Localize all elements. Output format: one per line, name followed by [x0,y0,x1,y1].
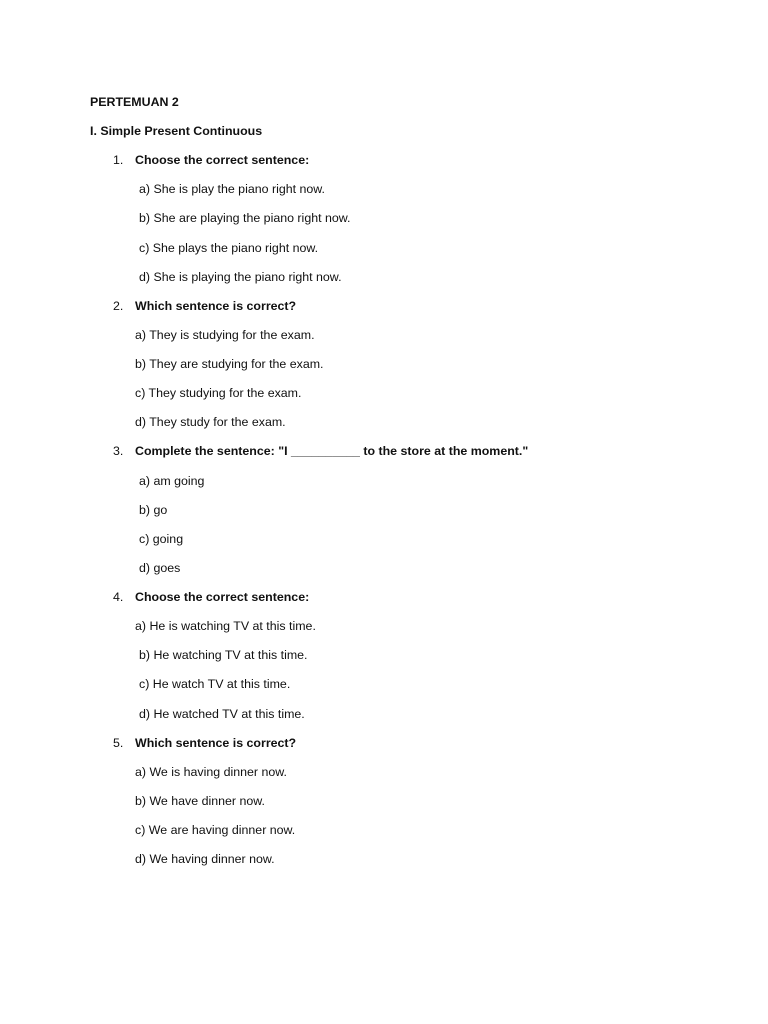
option-c: c) He watch TV at this time. [139,677,291,691]
question-number: 2. [113,299,124,313]
option-a: a) We is having dinner now. [135,765,287,779]
question-text: Complete the sentence: "I __________ to the store at the moment." [135,444,529,458]
option-a: a) am going [139,474,205,488]
option-b: b) We have dinner now. [135,794,265,808]
option-c: c) They studying for the exam. [135,386,302,400]
option-b: b) They are studying for the exam. [135,357,324,371]
question-number: 1. [113,153,124,167]
question-text: Which sentence is correct? [135,299,297,313]
option-a: a) He is watching TV at this time. [135,619,316,633]
question-text: Which sentence is correct? [135,736,297,750]
option-a: a) They is studying for the exam. [135,328,315,342]
question-text: Choose the correct sentence: [135,153,310,167]
question-number: 3. [113,444,124,458]
question-text: Choose the correct sentence: [135,590,310,604]
option-d: d) She is playing the piano right now. [139,270,342,284]
option-d: d) He watched TV at this time. [139,707,305,721]
option-d: d) We having dinner now. [135,852,275,866]
option-a: a) She is play the piano right now. [139,182,325,196]
section-title: I. Simple Present Continuous [90,124,263,138]
option-d: d) They study for the exam. [135,415,286,429]
option-c: c) We are having dinner now. [135,823,296,837]
option-b: b) He watching TV at this time. [139,648,308,662]
question-number: 4. [113,590,124,604]
option-c: c) She plays the piano right now. [139,241,319,255]
option-b: b) go [139,503,168,517]
question-number: 5. [113,736,124,750]
option-b: b) She are playing the piano right now. [139,211,351,225]
document-title: PERTEMUAN 2 [90,95,179,109]
option-c: c) going [139,532,184,546]
option-d: d) goes [139,561,181,575]
